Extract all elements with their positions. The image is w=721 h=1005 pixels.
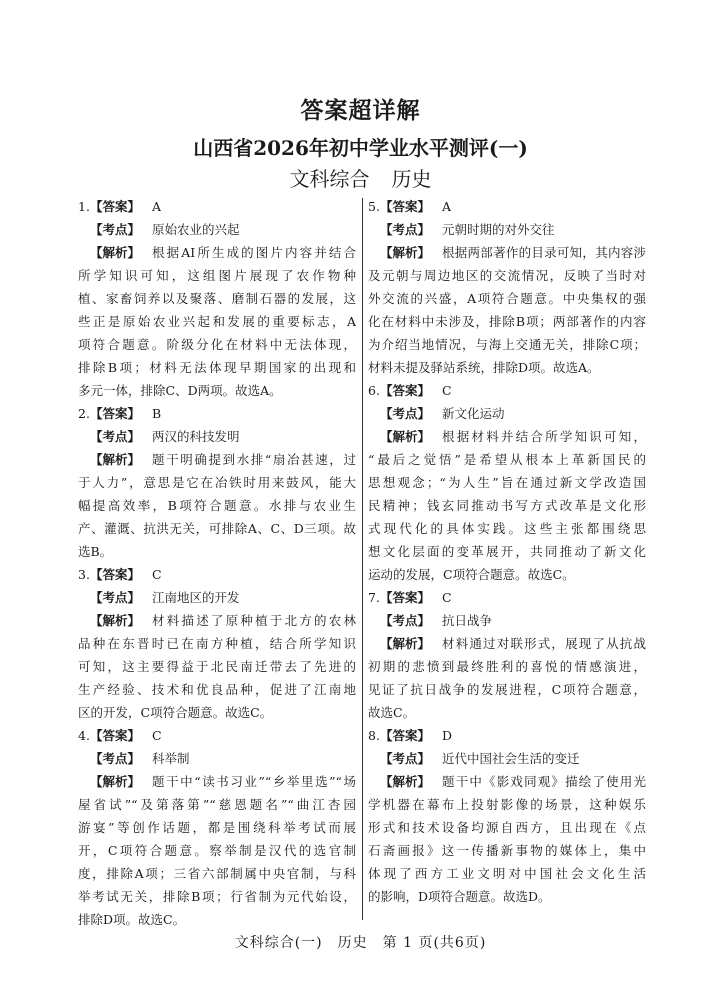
point-line	[78, 586, 356, 609]
answer-value: B	[151, 406, 162, 421]
answer-value: A	[441, 199, 451, 214]
spacer	[430, 632, 442, 655]
spacer	[430, 586, 442, 609]
analysis-line: 开，C项符合题意。察举制是汉代的选官制	[78, 843, 356, 858]
analysis-text: 材料通过对联形式，展现了从抗战	[442, 636, 646, 651]
question-number: 6.	[368, 383, 380, 398]
answer-value: C	[151, 728, 162, 743]
spacer	[140, 448, 152, 471]
analysis-label: 【解析】	[380, 774, 431, 789]
question-number: 3.	[78, 567, 90, 582]
point-label: 【考点】	[380, 613, 431, 628]
answer-value: D	[441, 728, 452, 743]
question-block	[78, 402, 356, 563]
analysis-line: 区的开发，C项符合题意。故选C。	[78, 705, 273, 720]
analysis-line	[78, 770, 356, 793]
question-block	[368, 195, 646, 379]
analysis-line: 的影响，D项符合题意。故选D。	[368, 889, 551, 904]
question-number: 8.	[368, 728, 380, 743]
analysis-line: 于人力”，意思是它在冶铁时用来鼓风，能大	[78, 475, 356, 490]
question-number: 1.	[78, 199, 90, 214]
answer-label: 【答案】	[379, 728, 430, 743]
spacer	[430, 241, 442, 264]
point-label: 【考点】	[90, 751, 141, 766]
spacer	[430, 724, 442, 747]
spacer	[140, 563, 152, 586]
analysis-line	[368, 770, 646, 793]
point-label: 【考点】	[90, 222, 141, 237]
analysis-line: 及元朝与周边地区的交流情况，反映了当时对	[368, 268, 646, 283]
analysis-text: 题干明确提到水排“扇冶甚速，过	[152, 452, 356, 467]
spacer	[140, 402, 152, 425]
point-label: 【考点】	[380, 222, 431, 237]
analysis-line: 化在材料中未涉及，排除B项；两部著作的内容	[368, 314, 646, 329]
question-number: 7.	[368, 590, 380, 605]
point-value: 科举制	[152, 751, 190, 766]
analysis-line	[78, 241, 356, 264]
analysis-line: 排除D项。故选C。	[78, 912, 186, 927]
analysis-line: 民精神；钱玄同推动书写方式改革是文化形	[368, 498, 646, 513]
analysis-line: 体现了西方工业文明对中国社会文化生活	[368, 866, 646, 881]
answer-line	[78, 563, 356, 586]
answer-label: 【答案】	[379, 590, 430, 605]
point-value: 江南地区的开发	[152, 590, 240, 605]
answer-label: 【答案】	[89, 728, 140, 743]
answer-line	[368, 586, 646, 609]
point-line	[368, 218, 646, 241]
analysis-line: 想文化层面的变革展开，共同推动了新文化	[368, 544, 646, 559]
answer-line	[368, 195, 646, 218]
analysis-line: 思想观念；“为人生”旨在通过新文学改造国	[368, 475, 646, 490]
answer-label: 【答案】	[89, 567, 140, 582]
analysis-line: “最后之觉悟”是希望从根本上革新国民的	[368, 452, 646, 467]
analysis-line	[78, 448, 356, 471]
analysis-line: 为介绍当地情况，与海上交通无关，排除C项；	[368, 337, 646, 352]
question-block	[78, 724, 356, 931]
analysis-label: 【解析】	[90, 245, 141, 260]
analysis-line: 举考试无关，排除B项；行省制为元代始设，	[78, 889, 356, 904]
spacer	[140, 770, 152, 793]
point-value: 近代中国社会生活的变迁	[442, 751, 580, 766]
answer-line	[368, 724, 646, 747]
point-value: 元朝时期的对外交往	[442, 222, 555, 237]
answer-label: 【答案】	[89, 199, 140, 214]
question-number: 4.	[78, 728, 90, 743]
analysis-text: 根据两部著作的目录可知，其内容涉	[442, 245, 646, 260]
point-label: 【考点】	[380, 751, 431, 766]
spacer	[140, 241, 152, 264]
spacer	[140, 724, 152, 747]
question-block	[78, 195, 356, 402]
question-number: 2.	[78, 406, 90, 421]
analysis-line: 可知，这主要得益于北民南迁带去了先进的	[78, 659, 356, 674]
question-number: 5.	[368, 199, 380, 214]
analysis-line: 石斋画报》这一传播新事物的媒体上，集中	[368, 843, 646, 858]
analysis-line: 学机器在幕布上投射影像的场景，这种娱乐	[368, 797, 646, 812]
answer-label: 【答案】	[379, 199, 430, 214]
answer-line	[368, 379, 646, 402]
spacer	[430, 770, 442, 793]
exam-title: 山西省2026年初中学业水平测评(一)	[193, 136, 528, 160]
analysis-line	[368, 425, 646, 448]
left-column	[78, 195, 356, 931]
analysis-line: 游宴”等创作话题，都是围绕科举考试而展	[78, 820, 356, 835]
spacer	[430, 379, 442, 402]
answer-value: A	[151, 199, 161, 214]
analysis-line: 项符合题意。阶级分化在材料中无法体现，	[78, 337, 356, 352]
analysis-line: 见证了抗日战争的发展进程，C项符合题意，	[368, 682, 646, 697]
right-column	[368, 195, 646, 908]
point-line	[368, 609, 646, 632]
answer-value: C	[441, 590, 452, 605]
analysis-line	[368, 241, 646, 264]
answer-value: C	[151, 567, 162, 582]
analysis-label: 【解析】	[380, 429, 431, 444]
analysis-line: 所学知识可知，这组图片展现了农作物种	[78, 268, 356, 283]
point-value: 原始农业的兴起	[152, 222, 240, 237]
analysis-line: 形式和技术设备均源自西方，且出现在《点	[368, 820, 646, 835]
page-footer: 文科综合(一) 历史 第 1 页(共6页)	[234, 935, 487, 951]
analysis-line: 生产经验、技术和优良品种，促进了江南地	[78, 682, 356, 697]
analysis-line: 选B。	[78, 544, 113, 559]
point-label: 【考点】	[90, 429, 141, 444]
spacer	[430, 425, 442, 448]
analysis-label: 【解析】	[90, 452, 141, 467]
analysis-line: 排除B项；材料无法体现早期国家的出现和	[78, 360, 356, 375]
point-label: 【考点】	[380, 406, 431, 421]
analysis-text: 根据AI所生成的图片内容并结合	[152, 245, 356, 260]
point-label: 【考点】	[90, 590, 141, 605]
page-title: 答案超详解	[300, 98, 421, 124]
analysis-line: 植、家畜饲养以及聚落、磨制石器的发展，这	[78, 291, 356, 306]
analysis-text: 题干中《影戏同观》描绘了使用光	[442, 774, 646, 789]
point-value: 两汉的科技发明	[152, 429, 240, 444]
analysis-line: 式现代化的具体实践。这些主张都围绕思	[368, 521, 646, 536]
answer-value: C	[441, 383, 452, 398]
analysis-text: 材料描述了原种植于北方的农林	[152, 613, 356, 628]
sub-subject-name: 历史	[391, 167, 432, 191]
question-block	[368, 379, 646, 586]
analysis-line: 屋省试”“及第落第”“慈恩题名”“曲江杏园	[78, 797, 356, 812]
analysis-line: 故选C。	[368, 705, 416, 720]
analysis-line: 度，排除A项；三省六部制属中央官制，与科	[78, 866, 356, 881]
analysis-line	[78, 609, 356, 632]
analysis-line: 初期的悲愤到最终胜利的喜悦的情感演进，	[368, 659, 646, 674]
analysis-line: 产、灌溉、抗洪无关，可排除A、C、D三项。故	[78, 521, 356, 536]
analysis-line: 些正是原始农业兴起和发展的重要标志，A	[78, 314, 356, 329]
analysis-label: 【解析】	[380, 636, 431, 651]
question-block	[368, 724, 646, 908]
point-line	[78, 218, 356, 241]
analysis-line	[368, 632, 646, 655]
spacer	[140, 609, 152, 632]
spacer	[140, 195, 152, 218]
point-line	[368, 747, 646, 770]
analysis-label: 【解析】	[90, 774, 141, 789]
analysis-label: 【解析】	[380, 245, 431, 260]
question-block	[78, 563, 356, 724]
answer-line	[78, 724, 356, 747]
point-line	[78, 425, 356, 448]
question-block	[368, 586, 646, 724]
analysis-text: 根据材料并结合所学知识可知，	[442, 429, 646, 444]
spacer	[430, 195, 442, 218]
analysis-line: 材料未提及驿站系统，排除D项。故选A。	[368, 360, 600, 375]
analysis-line: 运动的发展，C项符合题意。故选C。	[368, 567, 575, 582]
point-line	[78, 747, 356, 770]
subject-title	[0, 163, 721, 192]
analysis-line: 多元一体，排除C、D两项。故选A。	[78, 383, 282, 398]
analysis-line: 幅提高效率，B项符合题意。水排与农业生	[78, 498, 356, 513]
subject-name: 文科综合	[289, 167, 370, 191]
column-divider	[362, 198, 363, 920]
answer-label: 【答案】	[89, 406, 140, 421]
answer-label: 【答案】	[379, 383, 430, 398]
answer-line	[78, 195, 356, 218]
answer-line	[78, 402, 356, 425]
point-value: 新文化运动	[442, 406, 505, 421]
point-value: 抗日战争	[442, 613, 493, 628]
point-line	[368, 402, 646, 425]
analysis-line: 品种在东晋时已在南方种植，结合所学知识	[78, 636, 356, 651]
analysis-text: 题干中“读书习业”“乡举里选”“场	[152, 774, 356, 789]
analysis-line: 外交流的兴盛，A项符合题意。中央集权的强	[368, 291, 646, 306]
analysis-label: 【解析】	[90, 613, 141, 628]
